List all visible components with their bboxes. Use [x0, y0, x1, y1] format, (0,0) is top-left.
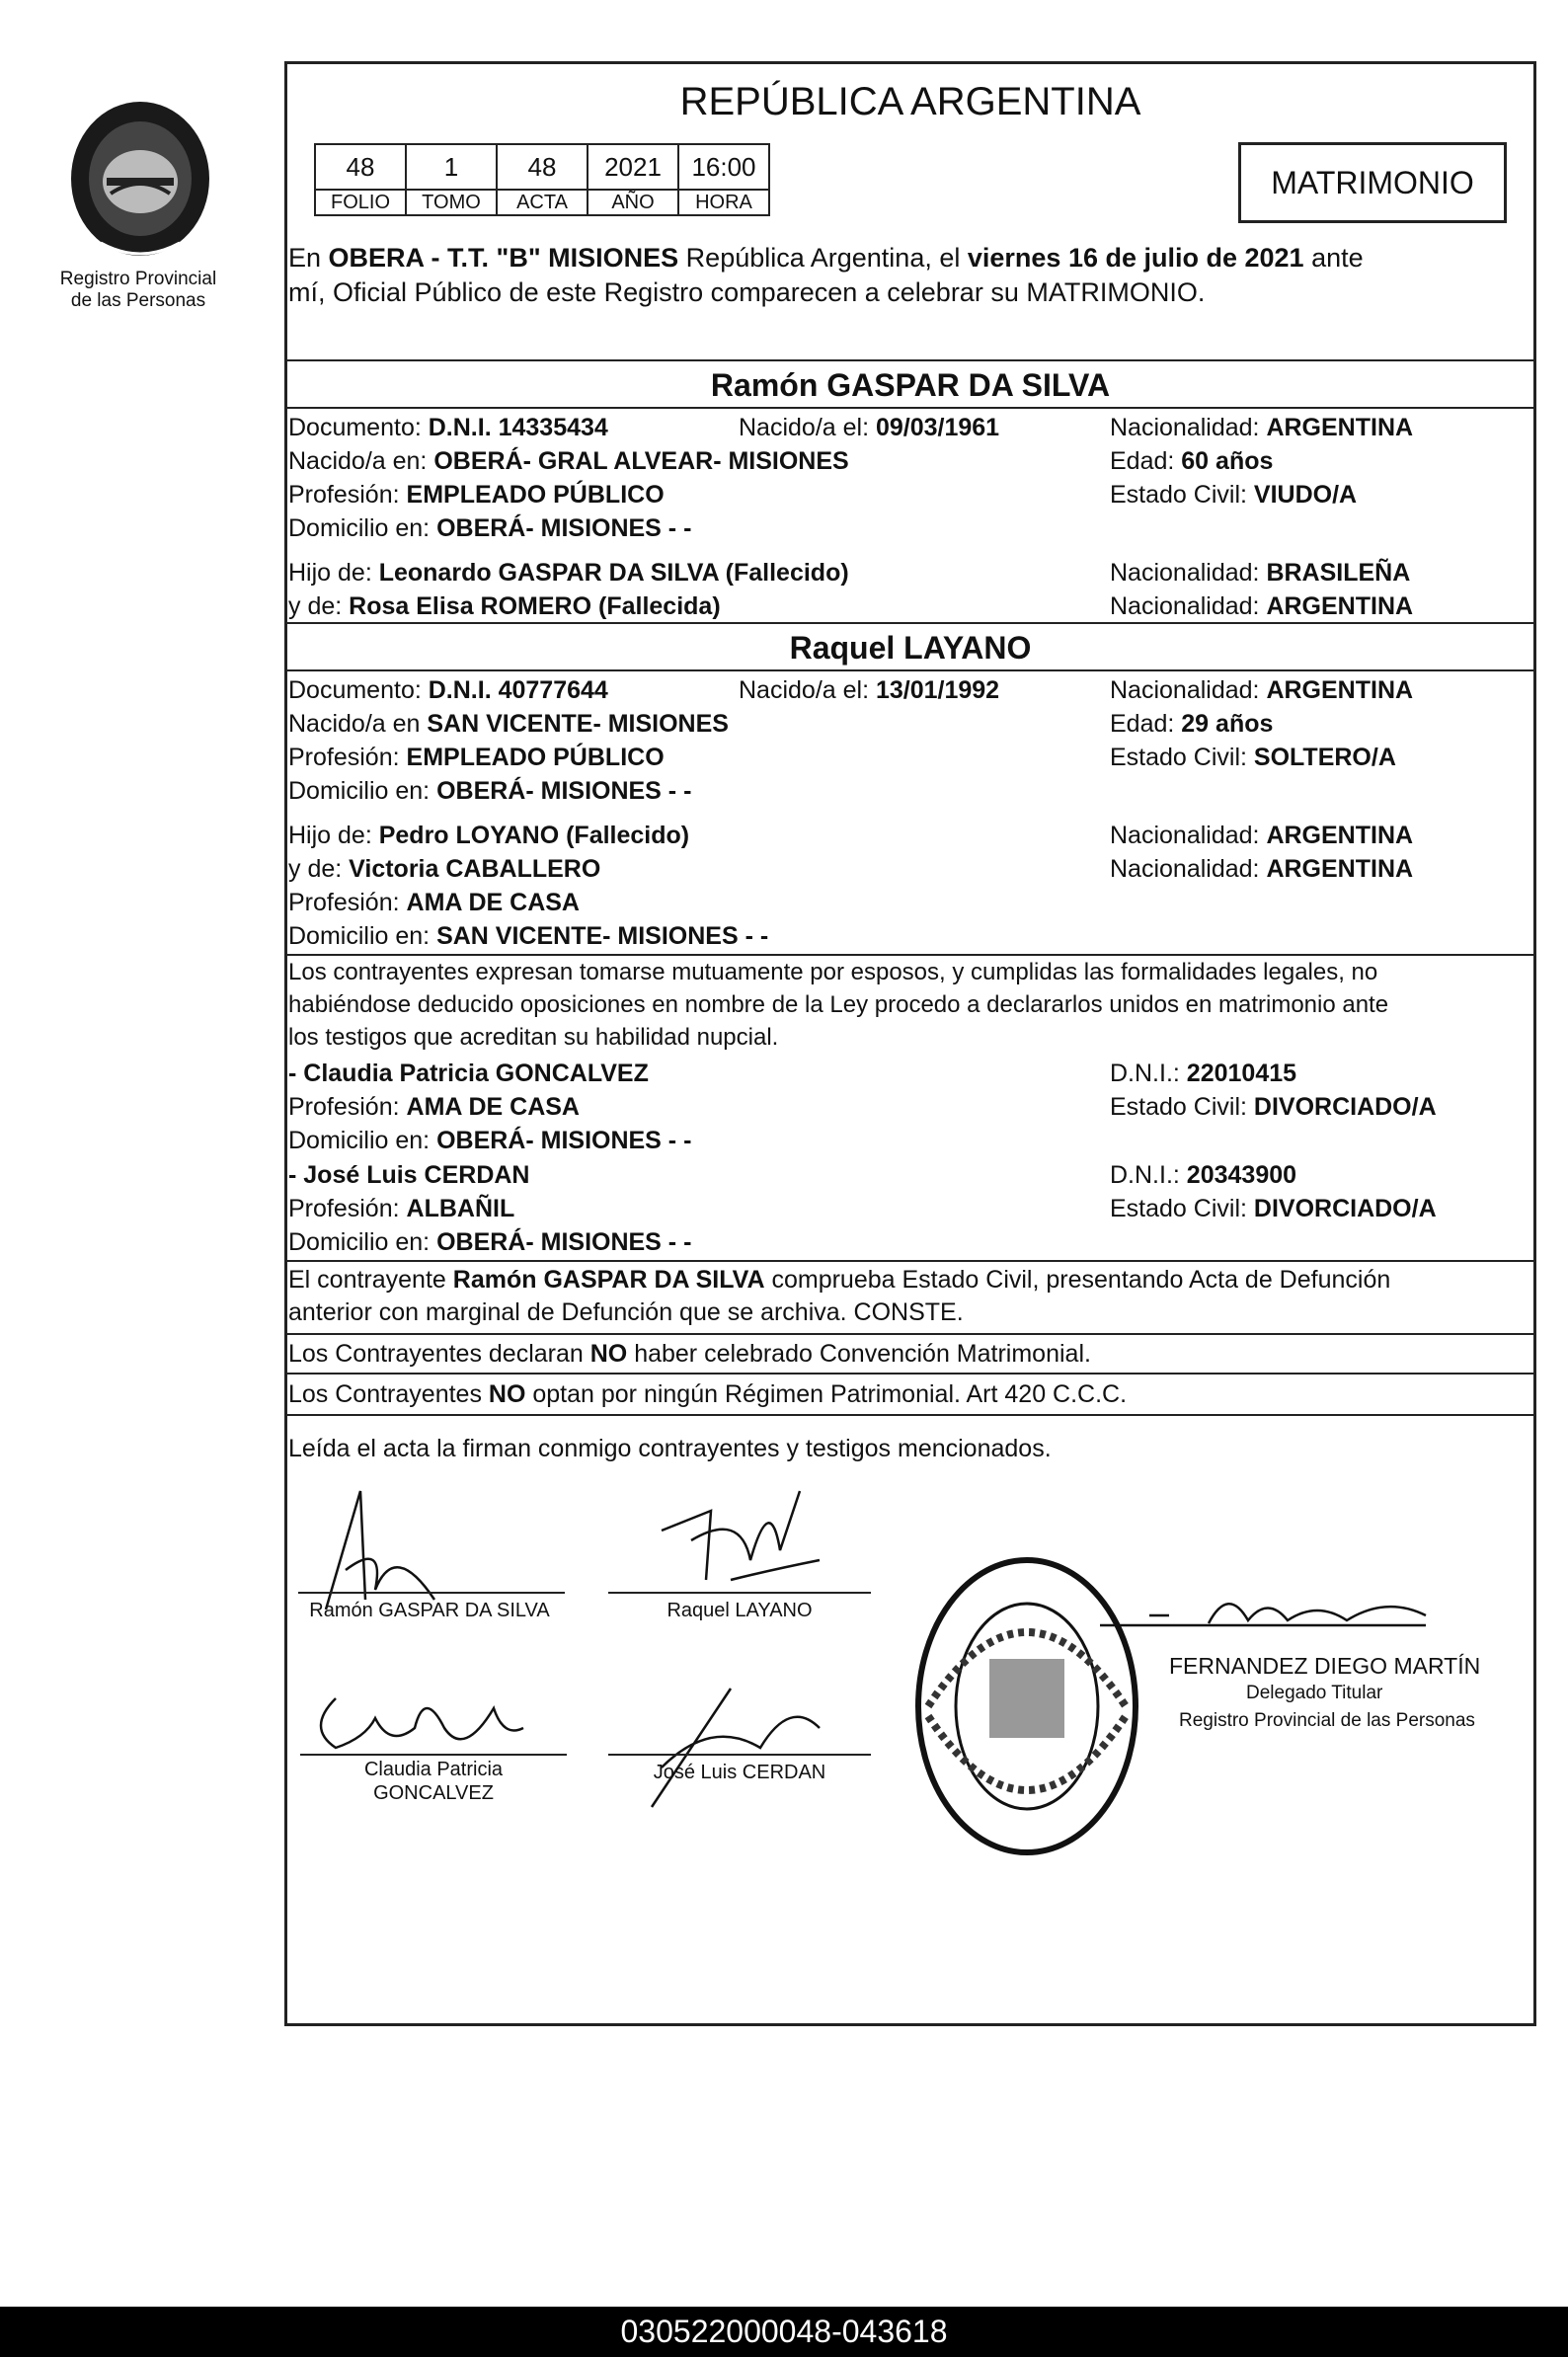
seal-icon: [61, 95, 219, 263]
value: 13/01/1992: [875, 676, 1000, 704]
tomo-label: TOMO: [406, 190, 497, 215]
value: 29 años: [1181, 710, 1274, 738]
province-seal: [61, 95, 219, 263]
value: D.N.I. 14335434: [428, 414, 608, 441]
label: Domicilio en:: [288, 777, 437, 805]
value: OBERÁ- MISIONES - -: [436, 514, 692, 542]
divider: [284, 407, 1536, 409]
text: optan por ningún Régimen Patrimonial. Art 420 C.C.C.: [525, 1380, 1128, 1408]
label: Nacido/a el:: [739, 414, 876, 441]
witness-1-civil-status: [1110, 1092, 1437, 1122]
value: ARGENTINA: [1266, 414, 1414, 441]
label: Hijo de:: [288, 822, 379, 849]
witness-1-signature-line: [300, 1754, 567, 1756]
bride-mother-nationality: [1110, 854, 1413, 884]
official-signature: [1090, 1576, 1505, 1645]
groom-signature-name: Ramón GASPAR DA SILVA: [309, 1600, 550, 1621]
anio-value: 2021: [588, 144, 678, 190]
registry-table: [314, 143, 770, 216]
groom-profession: [288, 480, 665, 510]
groom-mother: [288, 591, 721, 621]
groom-signature-line: [298, 1592, 565, 1594]
witness-1-domicile: [288, 1126, 691, 1155]
divider: [284, 1260, 1536, 1262]
witness-1-profession: [288, 1092, 580, 1122]
witness-1-dni: [1110, 1059, 1296, 1088]
groom-domicile: [288, 513, 691, 543]
bride-domicile: [288, 776, 691, 806]
label: Estado Civil:: [1110, 1093, 1254, 1121]
official-name: FERNANDEZ DIEGO MARTÍN: [1169, 1653, 1481, 1679]
label: Profesión:: [288, 1195, 407, 1222]
official-title: Delegado Titular: [1246, 1683, 1383, 1703]
text: El contrayente: [288, 1266, 453, 1294]
label: Estado Civil:: [1110, 481, 1254, 509]
bride-document: [288, 675, 608, 705]
groom-name: Ramón GASPAR DA SILVA: [710, 367, 1111, 403]
groom-document: [288, 413, 608, 442]
value: DIVORCIADO/A: [1253, 1195, 1437, 1222]
bride-signature-name: Raquel LAYANO: [666, 1600, 813, 1621]
acta-value: 48: [497, 144, 588, 190]
groom-ref: Ramón GASPAR DA SILVA: [452, 1266, 765, 1294]
label: y de:: [288, 592, 350, 620]
label: Edad:: [1110, 710, 1182, 738]
groom-father: [288, 558, 849, 588]
groom-father-nationality: [1110, 558, 1410, 588]
bride-civil-status: [1110, 743, 1396, 772]
text: Los Contrayentes declaran: [288, 1340, 590, 1368]
act-type-box: MATRIMONIO: [1238, 142, 1507, 223]
groom-nationality: [1110, 413, 1413, 442]
label: Edad:: [1110, 447, 1182, 475]
label: y de:: [288, 855, 350, 883]
label: Nacionalidad:: [1110, 414, 1267, 441]
label: Documento:: [288, 676, 429, 704]
value: 60 años: [1181, 447, 1274, 475]
intro-line-2: mí, Oficial Público de este Registro comparecen a celebrar su MATRIMONIO.: [288, 277, 1206, 307]
emphasis: NO: [488, 1380, 526, 1408]
witness-2-signature-line: [608, 1754, 871, 1756]
convention-line-2: [288, 1379, 1127, 1409]
witness-1-signature-name-1: Claudia Patricia: [363, 1759, 504, 1780]
label: D.N.I.:: [1110, 1060, 1187, 1087]
label: D.N.I.:: [1110, 1161, 1187, 1189]
bride-father-nationality: [1110, 821, 1413, 850]
intro-date: viernes 16 de julio de 2021: [967, 243, 1304, 273]
label: Nacionalidad:: [1110, 559, 1267, 587]
value: SAN VICENTE- MISIONES - -: [436, 922, 769, 950]
bride-birthplace: [288, 709, 729, 739]
divider: [284, 669, 1536, 671]
groom-birthdate: [739, 413, 999, 442]
logo-caption-1: Registro Provincial: [59, 269, 217, 289]
label: Nacionalidad:: [1110, 592, 1267, 620]
emphasis: NO: [589, 1340, 628, 1368]
logo-caption-2: de las Personas: [70, 290, 206, 311]
value: ARGENTINA: [1266, 855, 1414, 883]
value: AMA DE CASA: [406, 1093, 580, 1121]
intro-text: ante: [1303, 243, 1364, 273]
witness-2-dni: [1110, 1160, 1296, 1190]
value: 20343900: [1186, 1161, 1297, 1189]
witness-1-signature-name-2: GONCALVEZ: [373, 1782, 494, 1804]
label: Domicilio en:: [288, 1127, 437, 1154]
hora-label: HORA: [678, 190, 769, 215]
civil-proof-line-1: [288, 1265, 1390, 1295]
witness-2-signature: [632, 1679, 829, 1817]
text: comprueba Estado Civil, presentando Acta de Defunción: [764, 1266, 1391, 1294]
folio-value: 48: [315, 144, 406, 190]
value: ARGENTINA: [1266, 822, 1414, 849]
bride-age: [1110, 709, 1273, 739]
label: Domicilio en:: [288, 922, 437, 950]
witness-2-signature-name: José Luis CERDAN: [653, 1762, 826, 1783]
value: DIVORCIADO/A: [1253, 1093, 1437, 1121]
witness-2-civil-status: [1110, 1194, 1437, 1223]
label: Estado Civil:: [1110, 1195, 1254, 1222]
divider: [284, 1333, 1536, 1335]
value: D.N.I. 40777644: [428, 676, 608, 704]
value: 09/03/1961: [875, 414, 1000, 441]
bride-birthdate: [739, 675, 999, 705]
hora-value: 16:00: [678, 144, 769, 190]
value: OBERÁ- MISIONES - -: [436, 1228, 692, 1256]
folio-label: FOLIO: [315, 190, 406, 215]
value: EMPLEADO PÚBLICO: [406, 744, 665, 771]
value: SOLTERO/A: [1253, 744, 1396, 771]
bride-nationality: [1110, 675, 1413, 705]
label: Profesión:: [288, 1093, 407, 1121]
bride-profession: [288, 743, 665, 772]
value: VIUDO/A: [1253, 481, 1358, 509]
barcode-strip: 030522000048-043618: [0, 2307, 1568, 2357]
bride-mother: [288, 854, 600, 884]
value: AMA DE CASA: [406, 889, 580, 916]
civil-proof-line-2: anterior con marginal de Defunción que se archiva. CONSTE.: [288, 1298, 964, 1326]
groom-civil-status: [1110, 480, 1357, 510]
text: haber celebrado Convención Matrimonial.: [627, 1340, 1091, 1368]
value: SAN VICENTE- MISIONES: [427, 710, 729, 738]
groom-mother-nationality: [1110, 591, 1413, 621]
intro-line-1: [288, 243, 1364, 273]
label: Nacionalidad:: [1110, 676, 1267, 704]
intro-text: En: [288, 243, 329, 273]
value: OBERÁ- GRAL ALVEAR- MISIONES: [433, 447, 849, 475]
intro-text: República Argentina, el: [678, 243, 968, 273]
declaration-line-2: habiéndose deducido oposiciones en nombre de la Ley procedo a declararlos unidos en matrimonio ante: [288, 991, 1389, 1018]
convention-line-1: [288, 1339, 1091, 1369]
label: Nacido/a en: [288, 710, 428, 738]
label: Domicilio en:: [288, 1228, 437, 1256]
value: ARGENTINA: [1266, 592, 1414, 620]
acta-label: ACTA: [497, 190, 588, 215]
witness-1-name: - Claudia Patricia GONCALVEZ: [288, 1060, 649, 1087]
value: BRASILEÑA: [1266, 559, 1411, 587]
tomo-value: 1: [406, 144, 497, 190]
value: EMPLEADO PÚBLICO: [406, 481, 665, 509]
value: Rosa Elisa ROMERO (Fallecida): [349, 592, 721, 620]
divider: [284, 954, 1536, 956]
label: Nacido/a el:: [739, 676, 876, 704]
divider: [284, 359, 1536, 361]
divider: [284, 1373, 1536, 1375]
label: Profesión:: [288, 481, 407, 509]
bride-mother-domicile: [288, 921, 768, 951]
value: Pedro LOYANO (Fallecido): [378, 822, 690, 849]
value: Victoria CABALLERO: [349, 855, 601, 883]
bride-mother-profession: [288, 888, 580, 917]
declaration-line-3: los testigos que acreditan su habilidad nupcial.: [288, 1024, 779, 1051]
label: Profesión:: [288, 744, 407, 771]
witness-2-profession: [288, 1194, 514, 1223]
value: 22010415: [1186, 1060, 1297, 1087]
label: Profesión:: [288, 889, 407, 916]
label: Hijo de:: [288, 559, 379, 587]
witness-2-name: - José Luis CERDAN: [288, 1161, 530, 1189]
groom-birthplace: [288, 446, 849, 476]
label: Estado Civil:: [1110, 744, 1254, 771]
value: ALBAÑIL: [406, 1195, 515, 1222]
declaration-line-1: Los contrayentes expresan tomarse mutuamente por esposos, y cumplidas las formalidades legales, no: [288, 959, 1378, 985]
divider: [284, 622, 1536, 624]
country-title: REPÚBLICA ARGENTINA: [679, 80, 1141, 123]
groom-age: [1110, 446, 1273, 476]
value: OBERÁ- MISIONES - -: [436, 1127, 692, 1154]
bride-signature: [652, 1471, 829, 1600]
label: Domicilio en:: [288, 514, 437, 542]
divider: [284, 1414, 1536, 1416]
value: Leonardo GASPAR DA SILVA (Fallecido): [378, 559, 849, 587]
bride-name: Raquel LAYANO: [789, 630, 1032, 666]
value: OBERÁ- MISIONES - -: [436, 777, 692, 805]
text: Los Contrayentes: [288, 1380, 489, 1408]
label: Documento:: [288, 414, 429, 441]
closing-text: Leída el acta la firman conmigo contrayentes y testigos mencionados.: [288, 1435, 1052, 1462]
label: Nacionalidad:: [1110, 822, 1267, 849]
bride-father: [288, 821, 689, 850]
witness-2-domicile: [288, 1227, 691, 1257]
intro-place: OBERA - T.T. "B" MISIONES: [328, 243, 679, 273]
official-registry: Registro Provincial de las Personas: [1179, 1710, 1475, 1731]
label: Nacionalidad:: [1110, 855, 1267, 883]
anio-label: AÑO: [588, 190, 678, 215]
bride-signature-line: [608, 1592, 871, 1594]
label: Nacido/a en:: [288, 447, 434, 475]
value: ARGENTINA: [1266, 676, 1414, 704]
